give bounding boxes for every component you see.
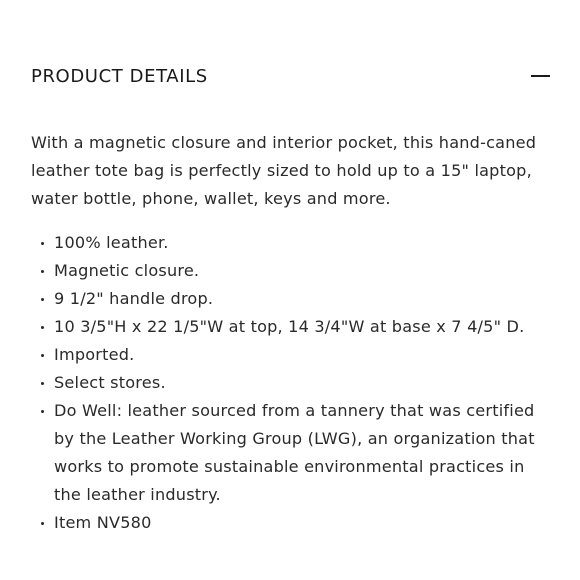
detail-text: Magnetic closure. bbox=[54, 261, 200, 280]
detail-item bbox=[31, 397, 551, 509]
product-details-panel bbox=[31, 0, 556, 580]
bullet-icon bbox=[41, 242, 44, 245]
detail-text: 9 1/2" handle drop. bbox=[54, 289, 214, 308]
bullet-icon bbox=[41, 522, 44, 525]
detail-item bbox=[31, 369, 551, 397]
detail-text: 100% leather. bbox=[54, 233, 169, 252]
detail-text: Select stores. bbox=[54, 373, 166, 392]
bullet-icon bbox=[41, 270, 44, 273]
details-list bbox=[31, 229, 551, 537]
detail-item bbox=[31, 285, 551, 313]
detail-item bbox=[31, 313, 551, 341]
detail-item bbox=[31, 509, 551, 537]
detail-text: Item NV580 bbox=[54, 513, 152, 532]
minus-icon bbox=[531, 75, 550, 77]
product-description: With a magnetic closure and interior pocket, this hand-caned leather tote bag is perfectly sized to hold up to a 15" laptop, water bottle, phone, wallet, keys and more. bbox=[31, 133, 537, 208]
detail-text: 10 3/5"H x 22 1/5"W at top, 14 3/4"W at base x 7 4/5" D. bbox=[54, 317, 525, 336]
section-title: PRODUCT DETAILS bbox=[31, 65, 208, 87]
detail-item bbox=[31, 341, 551, 369]
product-details-header[interactable] bbox=[31, 58, 556, 94]
bullet-icon bbox=[41, 410, 44, 413]
collapse-button[interactable] bbox=[527, 63, 553, 89]
bullet-icon bbox=[41, 326, 44, 329]
bullet-icon bbox=[41, 298, 44, 301]
detail-text: Imported. bbox=[54, 345, 135, 364]
detail-text: Do Well: leather sourced from a tannery that was certified by the Leather Working Group (LWG), an organization that works to promote sustainable environmental practices in the leather industry. bbox=[54, 401, 535, 504]
detail-item bbox=[31, 229, 551, 257]
bullet-icon bbox=[41, 382, 44, 385]
detail-item bbox=[31, 257, 551, 285]
bullet-icon bbox=[41, 354, 44, 357]
